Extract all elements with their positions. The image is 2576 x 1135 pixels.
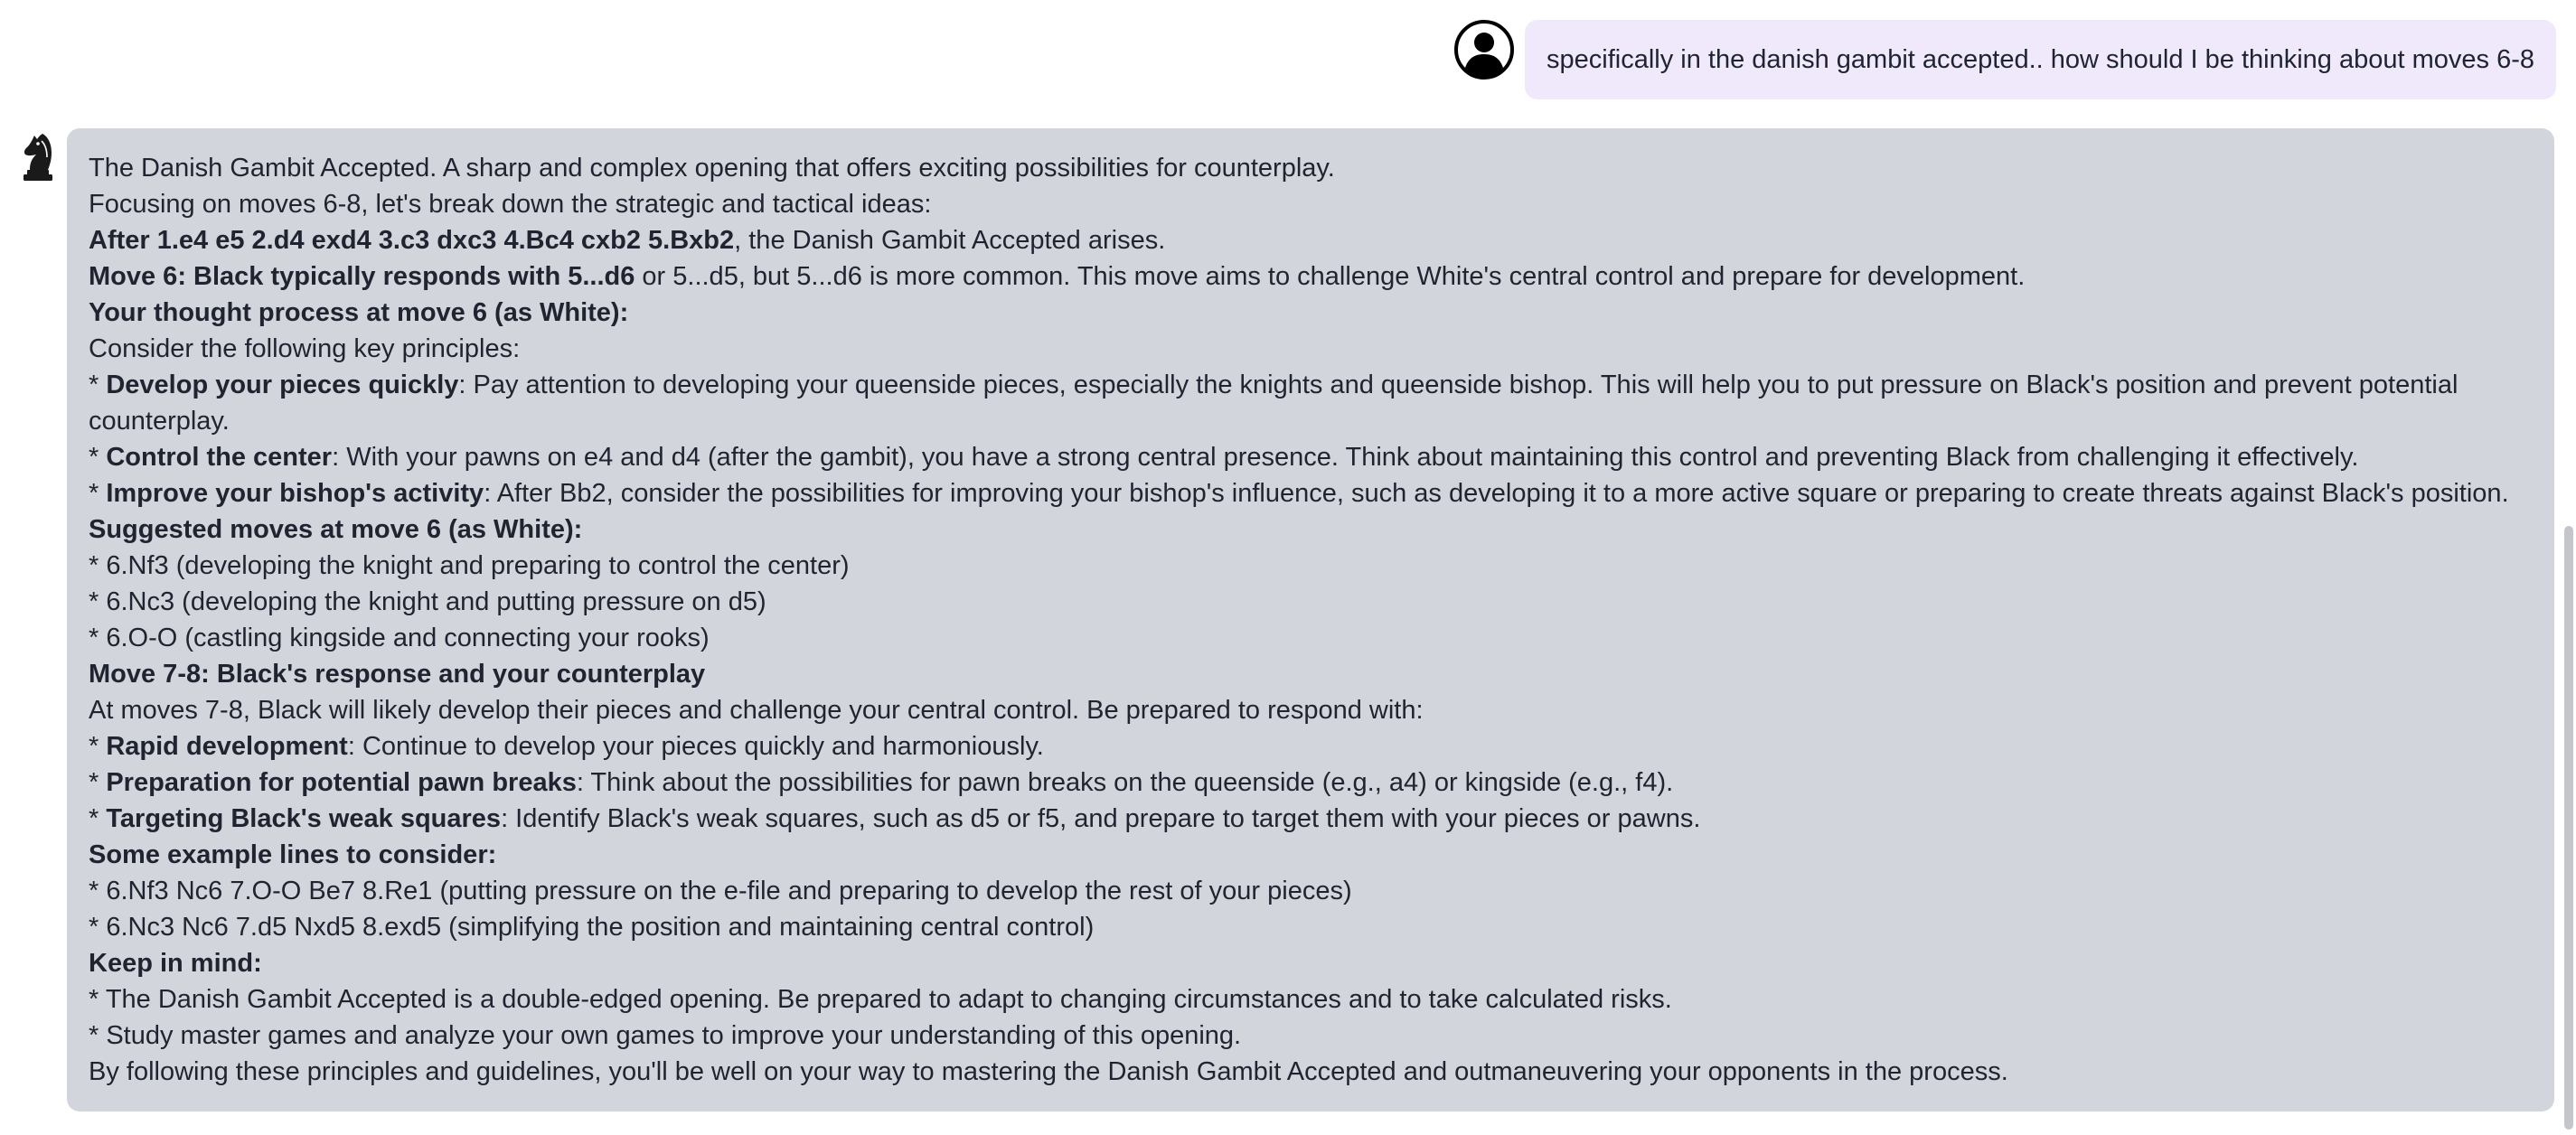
assistant-message-line: [89, 186, 2533, 222]
text-segment: *: [89, 732, 107, 761]
assistant-message-line: [89, 367, 2533, 439]
assistant-message-line: [89, 511, 2533, 548]
assistant-message-line: [89, 945, 2533, 981]
user-avatar-icon: [1454, 20, 1514, 80]
text-segment: At moves 7-8, Black will likely develop their pieces and challenge your central control. Be prepared to respond with:: [89, 696, 1424, 725]
assistant-message-line: [89, 258, 2533, 295]
text-segment: *: [89, 443, 107, 472]
assistant-message-line: [89, 981, 2533, 1018]
user-message-text: specifically in the danish gambit accepted.. how should I be thinking about moves 6-8: [1547, 45, 2534, 74]
text-segment: or 5...d5, but 5...d6 is more common. This move aims to challenge White's central control and prepare for development.: [635, 262, 2026, 291]
bold-text-segment: After 1.e4 e5 2.d4 exd4 3.c3 dxc3 4.Bc4 cxb2 5.Bxb2: [89, 226, 735, 255]
text-segment: By following these principles and guidelines, you'll be well on your way to mastering the Danish Gambit Accepted and outmaneuvering your opponents in the process.: [89, 1057, 2008, 1086]
bold-text-segment: Rapid development: [106, 732, 348, 761]
assistant-message-line: [89, 1054, 2533, 1090]
text-segment: , the Danish Gambit Accepted arises.: [734, 226, 1166, 255]
assistant-message-line: [89, 584, 2533, 620]
bold-text-segment: Keep in mind:: [89, 949, 262, 978]
bold-text-segment: Targeting Black's weak squares: [106, 804, 502, 833]
text-segment: : Identify Black's weak squares, such as d5 or f5, and prepare to target them with your pieces or pawns.: [501, 804, 1701, 833]
bold-text-segment: Your thought process at move 6 (as White):: [89, 298, 629, 327]
bold-text-segment: Preparation for potential pawn breaks: [106, 768, 577, 797]
text-segment: *: [89, 804, 107, 833]
text-segment: : Pay attention to developing your queenside pieces, especially the knights and queenside bishop. This will help you to put pressure on Black's position and prevent potential counterplay.: [89, 371, 2458, 436]
assistant-message-line: [89, 150, 2533, 186]
bold-text-segment: Move 6: Black typically responds with 5...d6: [89, 262, 635, 291]
scrollbar-track[interactable]: [2562, 0, 2576, 1135]
assistant-message-line: [89, 909, 2533, 945]
assistant-message-line: [89, 873, 2533, 909]
bold-text-segment: Improve your bishop's activity: [106, 479, 484, 508]
bold-text-segment: Develop your pieces quickly: [106, 371, 459, 399]
chess-knight-icon: [20, 132, 56, 183]
bold-text-segment: Suggested moves at move 6 (as White):: [89, 515, 583, 544]
assistant-message-line: [89, 1018, 2533, 1054]
text-segment: : After Bb2, consider the possibilities for improving your bishop's influence, such as developing it to a more active square or preparing to create threats against Black's position.: [484, 479, 2509, 508]
text-segment: * The Danish Gambit Accepted is a double-edged opening. Be prepared to adapt to changing circumstances and to take calculated risks.: [89, 985, 1672, 1014]
assistant-message-line: [89, 295, 2533, 331]
text-segment: * 6.Nf3 Nc6 7.O-O Be7 8.Re1 (putting pressure on the e-file and preparing to develop the rest of your pieces): [89, 877, 1352, 905]
bold-text-segment: Move 7-8: Black's response and your counterplay: [89, 660, 706, 689]
bold-text-segment: Control the center: [106, 443, 333, 472]
assistant-message-line: [89, 439, 2533, 475]
user-message-bubble: [1525, 20, 2556, 99]
assistant-message-line: [89, 620, 2533, 656]
text-segment: : Think about the possibilities for pawn breaks on the queenside (e.g., a4) or kingside (e.g., f4).: [576, 768, 1674, 797]
text-segment: * Study master games and analyze your own games to improve your understanding of this opening.: [89, 1021, 1242, 1050]
assistant-message-line: [89, 222, 2533, 258]
assistant-message-line: [89, 801, 2533, 837]
user-message-row: [1454, 20, 2556, 99]
assistant-message-line: [89, 837, 2533, 873]
bold-text-segment: Some example lines to consider:: [89, 840, 497, 869]
text-segment: * 6.O-O (castling kingside and connecting your rooks): [89, 624, 710, 652]
text-segment: : Continue to develop your pieces quickly and harmoniously.: [347, 732, 1044, 761]
text-segment: : With your pawns on e4 and d4 (after the gambit), you have a strong central presence. Think about maintaining this control and preventing Black from challenging it effectively.: [332, 443, 2359, 472]
text-segment: *: [89, 479, 107, 508]
text-segment: *: [89, 371, 107, 399]
assistant-message-line: [89, 475, 2533, 511]
assistant-message-line: [89, 331, 2533, 367]
text-segment: * 6.Nc3 Nc6 7.d5 Nxd5 8.exd5 (simplifying the position and maintaining central control): [89, 913, 1095, 942]
scrollbar-thumb[interactable]: [2564, 526, 2573, 1130]
assistant-message-line: [89, 548, 2533, 584]
text-segment: The Danish Gambit Accepted. A sharp and complex opening that offers exciting possibilities for counterplay.: [89, 154, 1335, 183]
assistant-message-line: [89, 656, 2533, 692]
text-segment: *: [89, 768, 107, 797]
text-segment: * 6.Nf3 (developing the knight and preparing to control the center): [89, 551, 850, 580]
assistant-message-bubble: [67, 128, 2554, 1112]
text-segment: Focusing on moves 6-8, let's break down the strategic and tactical ideas:: [89, 190, 932, 219]
text-segment: Consider the following key principles:: [89, 334, 521, 363]
assistant-message-line: [89, 692, 2533, 728]
text-segment: * 6.Nc3 (developing the knight and putting pressure on d5): [89, 587, 766, 616]
assistant-message-line: [89, 728, 2533, 764]
assistant-message-line: [89, 764, 2533, 801]
